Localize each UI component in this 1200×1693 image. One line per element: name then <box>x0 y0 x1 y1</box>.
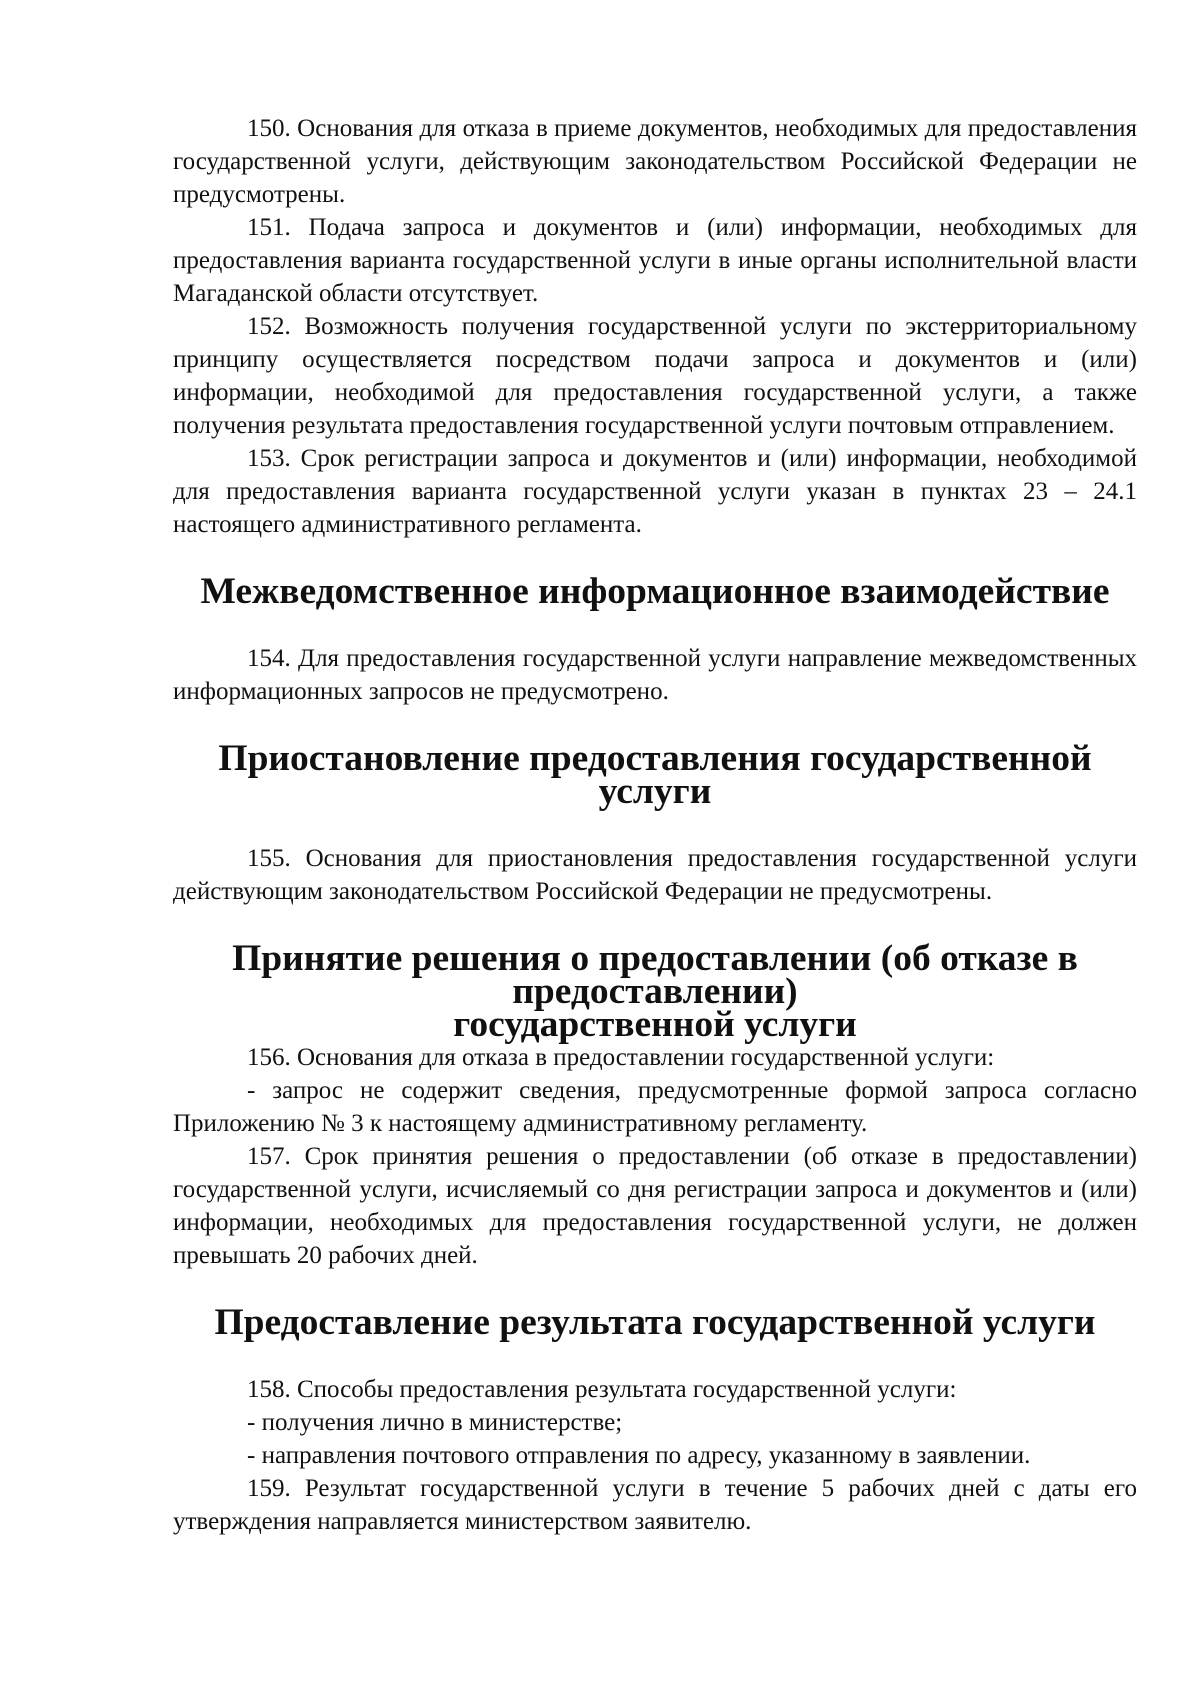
paragraph-155: 155. Основания для приостановления предоставления государственной услуги действующим законодательством Российской Федерации не предусмотрены. <box>173 845 1137 905</box>
paragraph-158: 158. Способы предоставления результата государственной услуги: <box>247 1376 957 1403</box>
paragraph-158-item-2: - направления почтового отправления по адресу, указанному в заявлении. <box>247 1442 1031 1469</box>
paragraph-158-item-1: - получения лично в министерстве; <box>247 1409 623 1436</box>
paragraph-157: 157. Срок принятия решения о предоставлении (об отказе в предоставлении) государственной услуги, исчисляемый со дня регистрации запроса и документов и (или) информации, необходимых для предоставления государственной услуги, не должен превышать 20 рабочих дней. <box>173 1143 1137 1269</box>
paragraph-156: 156. Основания для отказа в предоставлении государственной услуги: <box>247 1044 995 1071</box>
document-page <box>173 112 1137 1538</box>
paragraph-156-item-1: - запрос не содержит сведения, предусмотренные формой запроса согласно Приложению № 3 к настоящему административному регламенту. <box>173 1077 1137 1137</box>
paragraph-150: 150. Основания для отказа в приеме документов, необходимых для предоставления государственной услуги, действующим законодательством Российской Федерации не предусмотрены. <box>173 115 1137 208</box>
heading-result: Предоставление результата государственной услуги <box>214 1302 1096 1343</box>
paragraph-153: 153. Срок регистрации запроса и документов и (или) информации, необходимой для предоставления варианта государственной услуги указан в пунктах 23 – 24.1 настоящего административного регламента. <box>173 445 1137 538</box>
heading-suspension: Приостановление предоставления государственной услуги <box>218 738 1092 812</box>
heading-decision-line-1: Принятие решения о предоставлении (об отказе в предоставлении) <box>232 938 1078 1012</box>
paragraph-151: 151. Подача запроса и документов и (или) информации, необходимых для предоставления варианта государственной услуги в иные органы исполнительной власти Магаданской области отсутствует. <box>173 214 1137 307</box>
heading-decision-line-2: государственной услуги <box>453 1004 857 1045</box>
paragraph-159: 159. Результат государственной услуги в течение 5 рабочих дней с даты его утверждения направляется министерством заявителю. <box>173 1475 1137 1535</box>
heading-decision <box>173 938 1137 1045</box>
heading-interagency: Межведомственное информационное взаимодействие <box>200 571 1110 612</box>
paragraph-152: 152. Возможность получения государственной услуги по экстерриториальному принципу осуществляется посредством подачи запроса и документов и (или) информации, необходимой для предоставления государственной услуги, а также получения результата предоставления государственной услуги почтовым отправлением. <box>173 313 1137 439</box>
paragraph-154: 154. Для предоставления государственной услуги направление межведомственных информационных запросов не предусмотрено. <box>173 645 1137 705</box>
